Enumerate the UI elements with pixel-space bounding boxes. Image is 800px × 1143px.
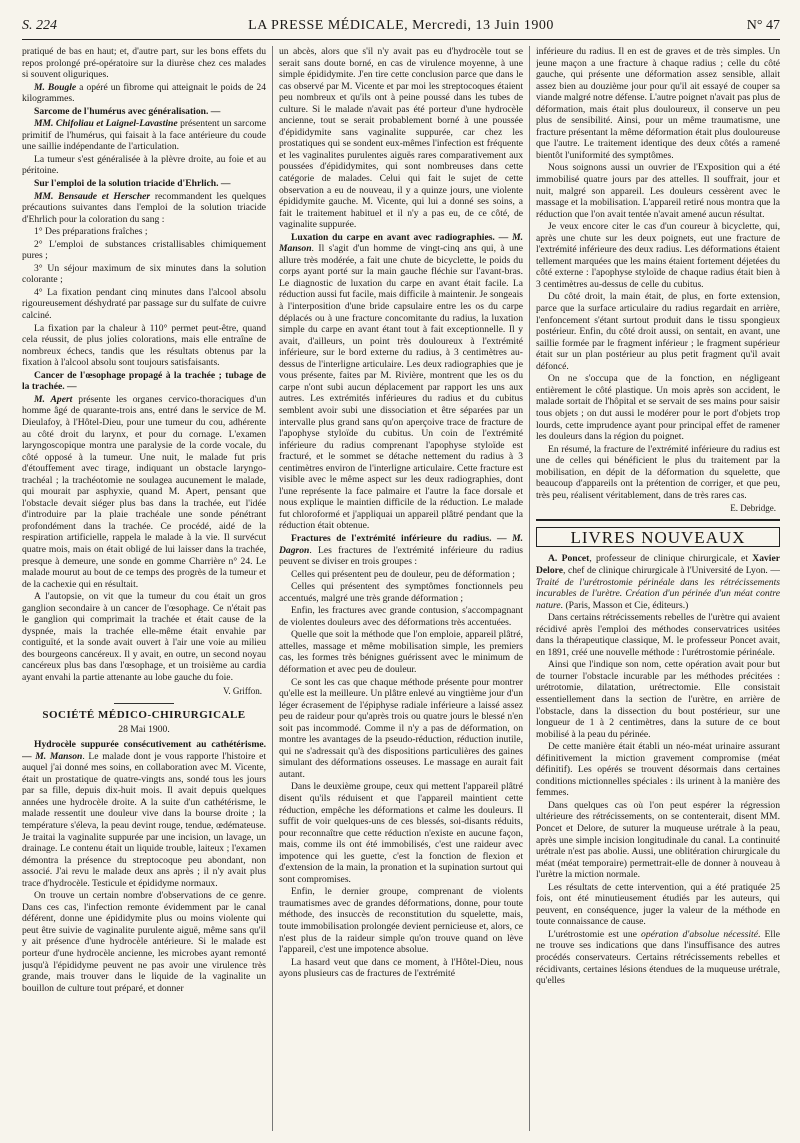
paragraph: Ce sont les cas que chaque méthode présente pour montrer qu'elle est la meilleure. Un plâtre enlevé au vingtième jour d'un léger écrasement de l'épiphyse radiale inférieure a laissé assez peu de raideur pour qu'après trois ou quatre jours le blessé n'en soit pas incommodé. Comme il n'y a pas de déformation, on montre les avantages de la pseudo-réduction, réduction inutile, qui ne s'adressait qu'à des dispositions particulières des gaines simulant des déformations osseuses. Le massage en aurait fait autant. bbox=[279, 676, 523, 780]
signature: E. Debridge. bbox=[730, 503, 776, 514]
divider bbox=[114, 703, 174, 704]
paragraph: Je veux encore citer le cas d'un coureur à bicyclette, qui, après une chute sur les deux poignets, eut une fracture de l'extrémité inférieure des deux radius. Les déformations étaient tellement marquées que les mains étaient fortement déjetées du côté externe : l'apophyse styloïde de chaque radius était bien à 3 centimètres au-dessus de celle du cubitus. bbox=[536, 221, 780, 290]
paragraph: Ainsi que l'indique son nom, cette opération avait pour but de tourner l'obstacle incurable par les méthodes précitées : urétrotomie, dilatation, urétrectomie. Elle consistait essentiellement dans la section de l'urètre, en arrière de l'obstacle, dans la dissection du bout postérieur, sur une longueur de 1 à 2 centimètres, dans la suture de ce bout mobilisé à la peau du périnée. bbox=[536, 659, 780, 740]
book-entry: A. Poncet, professeur de clinique chirurgicale, et Xavier Delore, chef de clinique chirurgicale à l'Université de Lyon. — Traité de l'urétrostomie périnéale dans les rétrécissements incurables de l'urètre. Création d'un périnée d'un méat contre nature. (Paris, Masson et Cie, éditeurs.) bbox=[536, 553, 780, 611]
newspaper-page bbox=[22, 16, 780, 1131]
author: M. Manson bbox=[279, 231, 523, 255]
author: A. Poncet bbox=[548, 553, 590, 565]
column-2 bbox=[279, 46, 523, 1131]
paragraph: Dans quelques cas où l'on peut espérer la régression ultérieure des rétrécissements, on se contenterait, disent MM. Poncet et Delore, de suturer la muqueuse urétrale à la peau, après une simple incision longitudinale du canal. La continuité urétrale n'est pas abolie. Aussi, une oblitération chirurgicale du méat (méat temporaire) permettrait-elle de donner à nouveau à l'urètre la miction normale. bbox=[536, 799, 780, 881]
columns bbox=[22, 46, 780, 1131]
paragraph: Les résultats de cette intervention, qui a été pratiquée 25 fois, ont été minutieusement étudiés par les auteurs, qui peuvent, en conséquence, juger la valeur de la méthode en toute connaissance de cause. bbox=[536, 881, 780, 928]
paragraph: M. Apert présente les organes cervico-thoraciques d'un homme âgé de quarante-trois ans, entré dans le service de M. Dieulafoy, à l'Hôtel-Dieu, pour une tumeur du cou, adhérente au côté droit du larynx, et pour du cornage. L'examen laryngoscopique montra une paralysie de la corde vocale, du côté opposé à la tumeur. Une nuit, le malade fut pris d'étouffement avec tirage, indiquant un obstacle laryngo-trachéal ; la trachéotomie ne soulagea aucunement le malade, qui mourait par asphyxie, quand M. Apert, pensant que l'obstacle devait siéger plus bas dans la trachée, eut l'idée d'introduire par la plaie trachéale une sonde pénétrant profondément dans la trachée. Ce procédé, aidé de la respiration artificielle, rappela le malade à la vie. Il survécut quatre mois, mais on était obligé de lui laisser dans la trachée, presque à demeure, une sonde en gomme Charrière n° 24. Le malade mourut au bout de ce temps des progrès de la tumeur et de la cachexie qui en résultait. bbox=[22, 393, 266, 590]
list-item: 1° Des préparations fraîches ; bbox=[34, 226, 148, 238]
paragraph: L'urétrostomie est une opération d'absolue nécessité. Elle ne trouve ses indications que dans l'insuffisance des autres procédés conservateurs. Certains rétrécissements rebelles et récidivants, certaines lésions étendues de la muqueuse urétrale, qu'elles bbox=[536, 928, 780, 987]
paragraph: un abcès, alors que s'il n'y avait pas eu d'hydrocèle tout se serait sans doute borné, en cas de virulence moyenne, à une simple épididymite. J'en tire cette conclusion parce que dans le cas observé par M. Vicente et par moi les streptocoques étaient peu nombreux et qu'ils ont à peine poussé dans les tubes de culture. Si le malade n'avait pas été porteur d'une hydrocèle ancienne, tout se serait probablement borné à une poussée d'épididymite sans vaginalite suppurée, car chez les prostatiques qui se sondent eux-mêmes l'infection est fréquente et les vaginalites purulentes aiguës rares comparativement aux poussées d'épididymites, qui sont nombreuses dans cette catégorie de malades. Celui qui fait le sujet de cette observation a eu de nouveau, il y a quinze jours, une violente épididymite gauche. M. Vicente, qui lui a donné ses soins, a fait le traitement habituel et il n'y a pas eu, de ce côté, de vaginalite suppurée. bbox=[279, 46, 523, 231]
paragraph: La hasard veut que dans ce moment, à l'Hôtel-Dieu, nous ayons plusieurs cas de fractures de l'extrémité bbox=[279, 956, 523, 980]
paragraph: Quelle que soit la méthode que l'on emploie, appareil plâtré, attelles, massage et même mobilisation simple, les premiers cas, les formes très bénignes guérissent avec le minimum de déformation et avec peu de douleur. bbox=[279, 629, 523, 675]
signature: V. Griffon. bbox=[223, 685, 262, 696]
paragraph: On trouve un certain nombre d'observations de ce genre. Dans ces cas, l'infection remonte évidemment par le canal déférent, donne une épididymite plus ou moins violente qui peut être suivie de vaginalite purulente aiguë, même sans qu'il y ait présence d'une hydrocèle antérieure. Si le malade est porteur d'une hydrocèle ancienne, les microbes ayant remonté jusqu'à l'épididyme peuvent ne pas avoir une virulence très grande, mais trouver dans le liquide de la vaginalite un bouillon de culture tout préparé, et donner bbox=[22, 890, 266, 994]
page-number: S. 224 bbox=[22, 18, 57, 33]
paragraph: Enfin, le dernier groupe, comprenant de violents traumatismes avec de grandes déformations, donne, pour toute méthode, des insuccès de reconstitution du squelette, mais, toute immobilisation prolongée devient pernicieuse et, alors, ce n'est plus de la raideur simple qu'on trouve quand on lève l'appareil, c'est une impotence absolue. bbox=[279, 886, 523, 956]
page-header bbox=[22, 16, 780, 40]
article-heading: Sur l'emploi de la solution triacide d'Ehrlich. — bbox=[34, 178, 231, 190]
article-heading: Cancer de l'œsophage propagé à la trachée ; tubage de la trachée. — bbox=[22, 369, 266, 393]
masthead-title: LA PRESSE MÉDICALE, Mercredi, 13 Juin 1900 bbox=[248, 18, 554, 33]
list-item: 3° Un séjour maximum de six minutes dans la solution colorante ; bbox=[22, 262, 266, 286]
list-item: Enfin, les fractures avec grande contusion, s'accompagnant de violentes douleurs avec des déformations très accentuées. bbox=[279, 605, 523, 628]
section-title-box: LIVRES NOUVEAUX bbox=[536, 527, 780, 548]
paragraph: Du côté droit, la main était, de plus, en forte extension, parce que la surface articulaire du radius regardait en arrière, l'enfoncement s'étant surtout produit dans le tissu spongieux postérieur. Enfin, du côté droit aussi, on sentait, en avant, une saillie formée par le fragment inférieur ; le fragment supérieur était sur un plan postérieur au plus petit fragment qu'il avait défoncé. bbox=[536, 291, 780, 372]
author: M. Bougle bbox=[34, 81, 77, 93]
issue-number: N° 47 bbox=[746, 18, 780, 33]
paragraph: La tumeur s'est généralisée à la plèvre droite, au foie et au péritoine. bbox=[22, 153, 266, 177]
paragraph: MM. Bensaude et Herscher recommandent les quelques précautions suivantes dans l'emploi de la solution triacide d'Ehrlich pour la coloration du sang : bbox=[22, 190, 266, 225]
author: MM. Chifoliau et Laignel-Lavastine bbox=[34, 118, 178, 130]
article-heading: Hydrocèle suppurée consécutivement au cathétérisme. — M. Manson. Le malade dont je vous rapporte l'histoire et auquel j'ai donné mes soins, en collaboration avec M. Vicente, était un prostatique de quatre-vingts ans, sondé tous les jours par sa fille, depuis dix-huit mois. Il avait depuis quelques années une hydrocèle droite. A la suite d'un cathétérisme, le malade ressentit une douleur vive dans la bourse droite ; la température s'éleva, la peau devint rouge, tendue, œdémateuse. Je traitai la vaginalite suppurée par une incision, un lavage, un drainage. Le contenu était un liquide trouble, laiteux ; l'examen démontra la présence du streptocoque peu abondant, non associé. J'ai revu le malade deux ans après ; il n'y avait plus trace d'hydrocèle. Testicule et épididyme normaux. bbox=[22, 739, 266, 889]
paragraph: inférieure du radius. Il en est de graves et de très simples. Un jeune maçon a une fracture à chaque radius ; celle du côté gauche, qui présente une déformation assez sensible, allait assez bien au douzième jour pour qu'il ait essayé de couper sa viande malgré notre défense. L'autre poignet n'avait pas plus de déformation, mais était plus douloureux, il conserve un peu plus de sensibilité. Ainsi, pour un même traumatisme, une fracture présentant la même déformation était plus douloureuse que l'autre. Le traitement identique des deux côtés a ramené bientôt l'uniformité des symptômes. bbox=[536, 46, 780, 161]
article-heading: Fractures de l'extrémité inférieure du radius. — M. Dagron. Les fractures de l'extrémité inférieure du radius peuvent se diviser en trois groupes : bbox=[279, 532, 523, 568]
paragraph: Nous soignons aussi un ouvrier de l'Exposition qui a été immobilisé quatre jours par des attelles. Il souffrait, jour et nuit, malgré son appareil. Les douleurs cessèrent avec le massage et la mobilisation. L'appareil retiré nous montra que la réduction que l'on avait tentée n'avait amené aucun résultat. bbox=[536, 162, 780, 220]
paragraph: pratiqué de bas en haut; et, d'autre part, sur les bons effets du repos prolongé pré-opératoire sur la diurèse chez ces malades si souvent oliguriques. bbox=[22, 46, 266, 81]
author: Xavier Delore bbox=[536, 553, 780, 576]
author: M. Apert bbox=[34, 393, 73, 405]
list-item: 2° L'emploi de substances cristallisables chimiquement pures ; bbox=[22, 238, 266, 262]
paragraph: MM. Chifoliau et Laignel-Lavastine présentent un sarcome primitif de l'humérus, qui faisait à la face antérieure du coude une saillie indépendante de l'articulation. bbox=[22, 118, 266, 153]
author: MM. Bensaude et Herscher bbox=[34, 190, 151, 202]
column-3 bbox=[536, 46, 780, 1131]
paragraph: On ne s'occupa que de la fonction, en négligeant entièrement le côté plastique. Un mois après son accident, le malade sortait de l'hôpital et se servait de ses mains pour saisir tous objets ; on dut aussi le modérer pour le port d'objets trop lourds, cette imprudence ayant pour principal effet de ramener les douleurs dans la région du poignet. bbox=[536, 373, 780, 443]
paragraph: Dans certains rétrécissements rebelles de l'urètre qui avaient récidivé après l'emploi des méthodes conservatrices usitées dans la thérapeutique classique, M. le professeur Poncet avait, en 1891, créé une nouvelle méthode : l'urétrostomie périnéale. bbox=[536, 612, 780, 658]
divider bbox=[536, 519, 780, 521]
article-heading: Luxation du carpe en avant avec radiographies. — M. Manson. Il s'agit d'un homme de vingt-cinq ans qui, à une allure très modérée, a fait une chute de bicyclette, le poids du corps ayant porté sur la main gauche fléchie sur l'avant-bras. Le diagnostic de luxation du carpe en avant était facile. La réduction aussi fut facile, mais difficile à maintenir. Je songeais à l'interposition d'une bride capsulaire entre les os du carpe déplacés ou à une fracture concomitante du radius, la luxation simple du carpe en avant étant tout à fait exceptionnelle. Il y avait, d'ailleurs, un point très douloureux à l'extrémité inférieure, sur le bord externe du radius, à 3 centimètres au-dessus de l'interligne articulaire. Les deux radiographies que je vous présente, faites par M. Rivière, montrent que les os du carpe n'ont subi aucun déplacement par rapport les uns aux autres. Les extrémités inférieures du radius et du cubitus semblent avoir subi une dissociation et être séparées par un intervalle plus grand sans qu'on aperçoive trace de fracture de l'apophyse styloïde du cubitus. Un coin de l'extrémité inférieure du radius comprenant l'apophyse styloïde est fracturé, et le sommet se détache nettement du radius à 3 centimètres environ de l'interligne articulaire. Cette fracture est visible avec le même aspect sur les deux radiographies, dont l'une représente la face palmaire et l'autre la face dorsale et nous explique le maintien difficile de la réduction. Le malade fut chloroformé et j'appliquai un appareil plâtré pendant que la réduction était obtenue. bbox=[279, 231, 523, 532]
paragraph: La fixation par la chaleur à 110° permet peut-être, quand cela réussit, de plus jolies colorations, mais elle entraîne de nombreux échecs, tandis que les résultats obtenus par la fixation à l'alcool absolu sont toujours satisfaisants. bbox=[22, 322, 266, 369]
paragraph: De cette manière était établi un néo-méat urinaire assurant définitivement la miction gravement compromise (méat définitif). Les opérés se trouvent désormais dans certaines conditions mictionnelles spéciales : ils urinent à la manière des femmes. bbox=[536, 741, 780, 799]
list-item: Celles qui présentent peu de douleur, peu de déformation ; bbox=[291, 568, 515, 580]
list-item: Celles qui présentent des symptômes fonctionnels peu accentués, malgré une très grande déformation ; bbox=[279, 581, 523, 604]
column-1 bbox=[22, 46, 266, 1131]
session-date: 28 Mai 1900. bbox=[118, 723, 170, 735]
paragraph: M. Bougle a opéré un fibrome qui atteignait le poids de 24 kilogrammes. bbox=[22, 81, 266, 105]
author: M. Dagron bbox=[279, 532, 523, 556]
author: M. Manson bbox=[35, 750, 83, 762]
paragraph: Dans le deuxième groupe, ceux qui mettent l'appareil plâtré disent qu'ils réduisent et que l'appareil maintient cette réduction, empêche les déformations et calme les douleurs. Il suffit de voir quelques-uns de ces blessés, soi-disants réduits, pour reconnaître que cette réduction n'existe en aucune façon, mais, comme ils ont été immobilisés, c'est une raideur avec impotence qui les guette, c'est la fonction de flexion et d'extension de la main, la pronation et la supination surtout qui sont compromises. bbox=[279, 781, 523, 885]
society-heading: SOCIÉTÉ MÉDICO-CHIRURGICALE bbox=[42, 709, 246, 722]
article-heading: Sarcome de l'humérus avec généralisation. — bbox=[34, 105, 221, 117]
paragraph: A l'autopsie, on vit que la tumeur du cou était un gros ganglion secondaire à un cancer de l'œsophage. Ce n'était pas le ganglion qui comprimait la trachée et était cause de la dyspnée, mais la trachée elle-même était envahie par contiguïté, et la sonde avait ouvert à l'air une voie au milieu des bourgeons cancéreux. Il y avait, en outre, un second noyau cancéreux plus bas dans l'œsophage, et un troisième au cardia ayant envahi la partie attenante au lobe gauche du foie. bbox=[22, 591, 266, 683]
list-item: 4° La fixation pendant cinq minutes dans l'alcool absolu rigoureusement déshydraté par passage sur du sulfate de cuivre calciné. bbox=[22, 286, 266, 322]
paragraph: En résumé, la fracture de l'extrémité inférieure du radius est une de celles qui bénéficient le plus du traitement par la mobilisation, en dépit de la déformation du squelette, que beaucoup d'appareils ont la prétention de corriger, et que peu, très peu, réalisent véritablement, dans de très rares cas. bbox=[536, 443, 780, 501]
book-title: Traité de l'urétrostomie périnéale dans les rétrécissements incurables de l'urètre. Création d'un périnée d'un méat contre nature. bbox=[536, 576, 780, 611]
